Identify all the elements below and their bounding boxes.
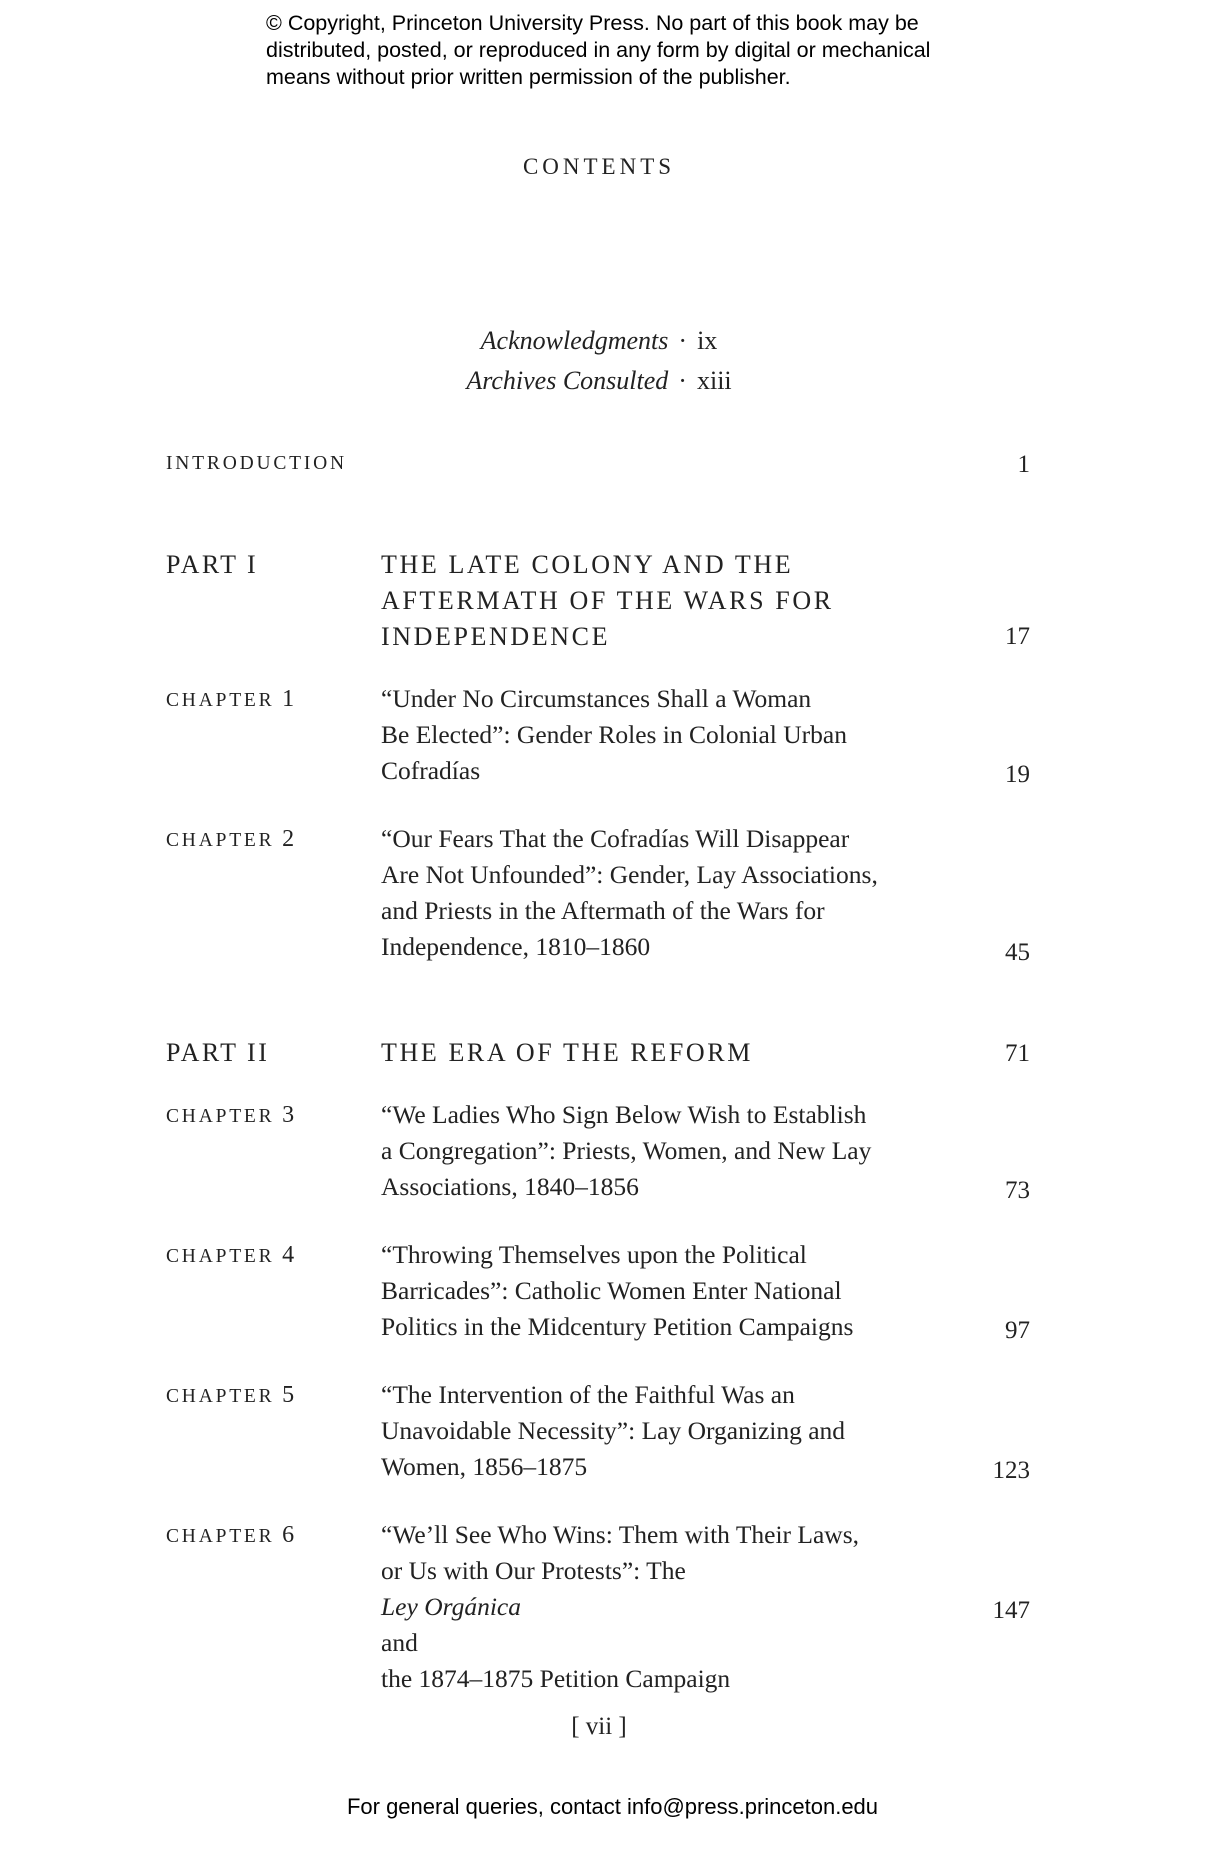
chapter-number: 4 [282,1242,296,1268]
chapter-title-line: “Our Fears That the Cofradías Will Disappear [381,824,850,853]
chapter-6-page: 147 [992,1597,1030,1624]
chapter-title-line: Cofradías [381,756,481,785]
front-matter-title: Acknowledgments [480,326,669,355]
chapter-title-line: Are Not Unfounded”: Gender, Lay Associations, [381,860,878,889]
chapter-label-text: CHAPTER [166,830,275,851]
chapter-3-page: 73 [1005,1177,1030,1204]
front-matter-page: xiii [696,366,732,395]
front-matter-page: ix [697,326,718,355]
chapter-title-line: a Congregation”: Priests, Women, and New Lay [381,1136,872,1165]
chapter-label-text: CHAPTER [166,1386,275,1407]
front-matter-entry-archives[interactable] [0,366,1198,396]
copyright-line: means without prior written permission of the publisher. [266,65,791,89]
chapter-title-line: the 1874–1875 Petition Campaign [381,1664,731,1693]
chapter-title-line: “Under No Circumstances Shall a Woman [381,684,812,713]
introduction-page: 1 [1017,451,1030,478]
chapter-4-title[interactable] [381,1237,853,1345]
chapter-label-text: CHAPTER [166,1526,275,1547]
chapter-3-label [166,1102,295,1129]
chapter-title-line: “Throwing Themselves upon the Political [381,1240,807,1269]
chapter-5-page: 123 [992,1457,1030,1484]
chapter-6-label [166,1522,295,1549]
chapter-title-line: Barricades”: Catholic Women Enter National [381,1276,842,1305]
part-1-page: 17 [1005,623,1030,650]
chapter-title-line [381,1553,859,1661]
chapter-title-text: or Us with Our Protests”: The [381,1556,686,1585]
front-matter-title: Archives Consulted [466,366,669,395]
chapter-1-title[interactable] [381,681,847,789]
chapter-number: 3 [282,1102,296,1128]
copyright-line: distributed, posted, or reproduced in any form by digital or mechanical [266,38,931,62]
chapter-number: 5 [282,1382,296,1408]
chapter-2-title[interactable] [381,821,878,965]
chapter-1-page: 19 [1005,761,1030,788]
separator-dot: · [678,366,687,395]
chapter-title-line: Women, 1856–1875 [381,1452,588,1481]
part-title-line: THE ERA OF THE REFORM [381,1038,753,1067]
chapter-5-label [166,1382,295,1409]
part-1-title[interactable] [381,547,834,655]
chapter-label-text: CHAPTER [166,1246,275,1267]
part-title-line: AFTERMATH OF THE WARS FOR [381,586,834,615]
chapter-title-line: “We’ll See Who Wins: Them with Their Laws, [381,1520,860,1549]
introduction-label[interactable]: INTRODUCTION [166,453,347,474]
part-2-page: 71 [1005,1040,1030,1067]
chapter-number: 2 [282,826,296,852]
copyright-line: © Copyright, Princeton University Press. No part of this book may be [266,11,919,35]
chapter-title-line: Associations, 1840–1856 [381,1172,639,1201]
part-1-label: PART I [166,550,259,579]
chapter-title-italic: Ley Orgánica [381,1592,521,1621]
part-title-line: INDEPENDENCE [381,622,611,651]
chapter-number: 1 [282,686,296,712]
chapter-label-text: CHAPTER [166,1106,275,1127]
chapter-title-text: and [381,1628,418,1657]
chapter-title-line: and Priests in the Aftermath of the Wars for [381,896,825,925]
front-matter-entry-acknowledgments[interactable] [0,326,1198,356]
chapter-4-page: 97 [1005,1317,1030,1344]
chapter-4-label [166,1242,295,1269]
chapter-title-line: “We Ladies Who Sign Below Wish to Establish [381,1100,867,1129]
chapter-3-title[interactable] [381,1097,871,1205]
chapter-5-title[interactable] [381,1377,845,1485]
part-2-label: PART II [166,1038,270,1067]
chapter-2-label [166,826,295,853]
chapter-1-label [166,686,295,713]
separator-dot: · [678,326,688,355]
chapter-title-line: Be Elected”: Gender Roles in Colonial Urban [381,720,847,749]
page-number: [ vii ] [571,1713,627,1740]
chapter-6-title[interactable] [381,1517,859,1697]
chapter-title-line: Unavoidable Necessity”: Lay Organizing and [381,1416,846,1445]
part-title-line: THE LATE COLONY AND THE [381,550,794,579]
footer-contact: For general queries, contact info@press.princeton.edu [346,1794,879,1819]
chapter-2-page: 45 [1005,939,1030,966]
chapter-number: 6 [282,1522,296,1548]
chapter-title-line: Independence, 1810–1860 [381,932,651,961]
page-title: CONTENTS [522,154,676,179]
copyright-notice [266,10,1026,91]
part-2-title[interactable] [381,1035,753,1071]
chapter-title-line: “The Intervention of the Faithful Was an [381,1380,795,1409]
chapter-label-text: CHAPTER [166,690,275,711]
chapter-title-line: Politics in the Midcentury Petition Campaigns [381,1312,854,1341]
